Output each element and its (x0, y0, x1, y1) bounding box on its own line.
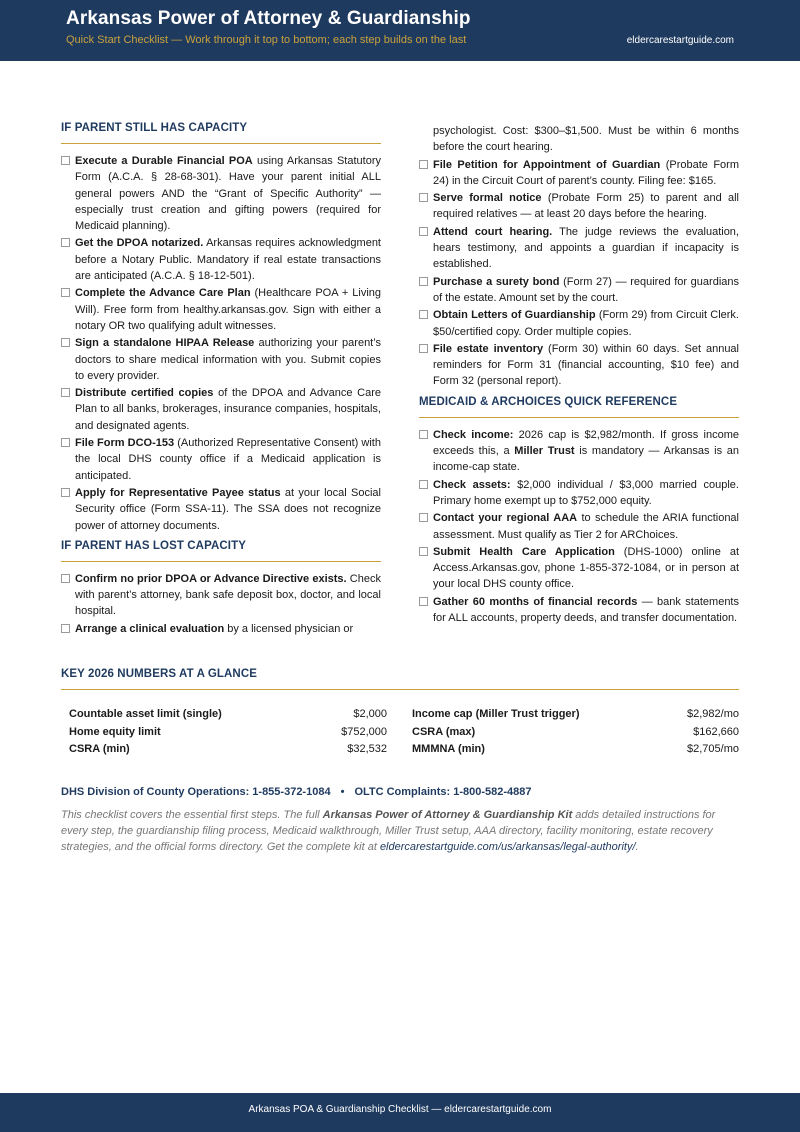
item-text: using Arkansas Statutory Form (A.C.A. § 28-68-301). Have your parent initial ALL general powers AND the “Grant of Specific Authority” — especially trust creation and gifting powers (required for Medicaid planning). (75, 155, 381, 233)
item-emphasis: Miller Trust (514, 445, 575, 458)
page-title: Arkansas Power of Attorney & Guardianship (66, 8, 471, 29)
checkbox-icon[interactable] (419, 193, 428, 202)
checklist-item (419, 224, 739, 273)
item-text: by a licensed physician or (224, 622, 354, 635)
item-text: at your local Social Security office (Form SSA-11). The SSA does not recognize power of attorney documents. (75, 486, 381, 532)
item-title: Distribute certified copies (75, 387, 214, 400)
item-title: Arrange a clinical evaluation (75, 622, 225, 635)
checklist-item (419, 510, 739, 543)
note-text: This checklist covers the essential first steps. The full (61, 809, 323, 821)
key-numbers-left (69, 706, 387, 759)
kit-name: Arkansas Power of Attorney & Guardianship Kit (322, 809, 573, 821)
checklist-item (419, 157, 739, 190)
checklist-item (419, 594, 739, 627)
checklist-item (61, 485, 381, 534)
item-text: (Form 29) from Circuit Clerk. $50/certified copy. Order multiple copies. (433, 309, 739, 338)
section-heading-medicaid: MEDICAID & ARCHOICES QUICK REFERENCE (419, 396, 739, 418)
checkbox-icon[interactable] (61, 438, 70, 447)
item-text: (Form 27) — required for guardians of the estate. Amount set by the court. (433, 275, 739, 304)
item-title: Obtain Letters of Guardianship (433, 309, 596, 322)
row-value: $32,532 (347, 743, 387, 755)
checklist-item (419, 341, 739, 390)
checkbox-icon[interactable] (419, 597, 428, 606)
checkbox-icon[interactable] (419, 277, 428, 286)
table-row (69, 741, 387, 759)
checkbox-icon[interactable] (419, 513, 428, 522)
table-row (412, 706, 739, 724)
checkbox-icon[interactable] (61, 156, 70, 165)
item-title: Execute a Durable Financial POA (75, 155, 253, 167)
checklist-item (61, 153, 381, 234)
footer-text: Arkansas POA & Guardianship Checklist — eldercarestartguide.com (248, 1104, 552, 1115)
row-label: CSRA (max) (412, 725, 476, 738)
checkbox-icon[interactable] (419, 310, 428, 319)
row-value: $2,000 (353, 708, 387, 720)
checklist-item (419, 190, 739, 223)
checklist-item (61, 285, 381, 334)
checklist-item (419, 274, 739, 307)
left-column (61, 122, 381, 638)
checklist-item (61, 235, 381, 284)
checkbox-icon[interactable] (61, 574, 70, 583)
kit-link[interactable]: eldercarestartguide.com/us/arkansas/legal-authority/ (379, 841, 636, 853)
item-text: (Probate Form 24) in the Circuit Court of parent’s county. Filing fee: $165. (433, 158, 739, 187)
item-text: (DHS-1000) online at Access.Arkansas.gov, phone 1-855-372-1084, or in person at your local DHS county office. (433, 545, 739, 591)
item-text: of the DPOA and Advance Care Plan to all banks, brokerages, insurance companies, hospitals, and designated agents. (75, 387, 381, 432)
item-text: (Form 30) within 60 days. Set annual reminders for Form 31 (financial accounting, $10 fee) and Form 32 (personal report). (433, 342, 739, 388)
row-value: $162,660 (693, 725, 739, 738)
section-heading-lost-capacity: IF PARENT HAS LOST CAPACITY (61, 540, 381, 562)
item-title: Sign a standalone HIPAA Release (75, 337, 255, 350)
checkbox-icon[interactable] (419, 227, 428, 236)
note-text: adds detailed instructions for every step, the guardianship filing process, Medicaid walkthrough, Miller Trust setup, AAA directory, facility monitoring, estate recovery strategies, and the official forms directory. Get the complete kit at (61, 809, 716, 853)
row-value: $2,705/mo (687, 743, 739, 755)
section-heading-capacity: IF PARENT STILL HAS CAPACITY (61, 122, 381, 144)
key-numbers-section (61, 668, 739, 759)
checklist-item (61, 621, 381, 637)
contact-line (61, 786, 532, 798)
item-text: authorizing your parent’s doctors to share medical information with you. Submit copies to every provider. (75, 337, 381, 382)
row-label: Home equity limit (69, 725, 161, 738)
item-text: to schedule the ARIA functional assessment. Must qualify as Tier 2 for ARChoices. (433, 512, 739, 541)
item-text: (Healthcare POA + Living Will). Free form from healthy.arkansas.gov. Sign with either a notary OR two qualifying adult witnesses. (75, 287, 382, 332)
item-title: Gather 60 months of financial records (433, 595, 638, 608)
right-column (419, 123, 739, 627)
row-label: CSRA (min) (69, 743, 130, 755)
item-continuation: psychologist. Cost: $300–$1,500. Must be within 6 months before the court hearing. (433, 125, 739, 154)
row-label: MMMNA (min) (412, 743, 485, 755)
closing-note (61, 807, 739, 855)
row-value: $752,000 (341, 725, 387, 738)
checklist-item (61, 435, 381, 484)
table-row (412, 724, 739, 742)
page-footer (0, 1093, 800, 1132)
checklist-item (61, 335, 381, 384)
dhs-phone[interactable]: DHS Division of County Operations: 1-855-372-1084 (61, 786, 331, 798)
item-text: — bank statements for ALL accounts, property deeds, and transfer documentation. (433, 595, 739, 625)
checkbox-icon[interactable] (419, 480, 428, 489)
item-text: (Probate Form 25) to parent and all required relatives — at least 20 days before the hearing. (433, 192, 739, 221)
checklist-item (419, 307, 739, 340)
header-site-link[interactable]: eldercarestartguide.com (626, 35, 734, 46)
checklist-item (419, 544, 739, 593)
checkbox-icon[interactable] (419, 160, 428, 169)
page-subtitle: Quick Start Checklist — Work through it top to bottom; each step builds on the last (66, 34, 467, 46)
checkbox-icon[interactable] (61, 624, 70, 633)
checkbox-icon[interactable] (61, 238, 70, 247)
table-row (69, 724, 387, 742)
item-title: Apply for Representative Payee status (75, 486, 281, 499)
row-label: Income cap (Miller Trust trigger) (412, 708, 580, 720)
item-title: Attend court hearing. (433, 225, 553, 238)
item-title: Serve formal notice (433, 192, 542, 205)
item-text: Check with parent’s attorney, bank safe deposit box, doctor, and local hospital. (75, 572, 381, 618)
page-header (0, 0, 800, 61)
section-heading-key-numbers: KEY 2026 NUMBERS AT A GLANCE (61, 668, 739, 690)
item-text: (Authorized Representative Consent) with the local DHS county office if a Medicaid application is anticipated. (75, 437, 381, 482)
item-title: Complete the Advance Care Plan (75, 287, 251, 300)
table-row (412, 741, 739, 759)
checkbox-icon[interactable] (61, 388, 70, 397)
item-title: File Petition for Appointment of Guardian (433, 158, 661, 171)
item-title: Get the DPOA notarized. (75, 237, 204, 250)
checklist-item (419, 477, 739, 510)
item-text: $2,000 individual / $3,000 married couple. Primary home exempt up to $752,000 equity. (433, 478, 739, 507)
key-numbers-right (412, 706, 739, 759)
item-title: Confirm no prior DPOA or Advance Directive exists. (75, 572, 347, 585)
item-text: Arkansas requires acknowledgment before a Notary Public. Mandatory if real estate transactions are anticipated (A.C.A. § 18-12-501). (75, 237, 381, 283)
item-title: Check assets: (433, 478, 511, 491)
checkbox-icon[interactable] (419, 547, 428, 556)
item-text: The judge reviews the evaluation, hears testimony, and appoints a guardian if incapacity is established. (433, 225, 739, 271)
item-title: File Form DCO-153 (75, 437, 175, 450)
separator-dot: • (340, 786, 345, 798)
checkbox-icon[interactable] (61, 338, 70, 347)
oltc-phone[interactable]: OLTC Complaints: 1-800-582-4887 (354, 786, 532, 798)
item-text: is mandatory — Arkansas is an income-cap state. (433, 445, 739, 474)
checkbox-icon[interactable] (419, 344, 428, 353)
checklist-item (61, 385, 381, 434)
checkbox-icon[interactable] (419, 430, 428, 439)
row-label: Countable asset limit (single) (69, 708, 222, 720)
item-title: Submit Health Care Application (433, 545, 615, 558)
table-row (69, 706, 387, 724)
checklist-item (61, 571, 381, 620)
note-text: . (635, 841, 639, 853)
item-title: Contact your regional AAA (433, 512, 578, 525)
key-numbers-table (61, 706, 739, 759)
item-title: File estate inventory (433, 342, 544, 355)
checkbox-icon[interactable] (61, 488, 70, 497)
checklist-item (419, 427, 739, 476)
row-value: $2,982/mo (687, 708, 739, 720)
item-title: Purchase a surety bond (433, 275, 560, 288)
checkbox-icon[interactable] (61, 288, 70, 297)
item-title: Check income: (433, 428, 514, 441)
item-text: 2026 cap is $2,982/month. If gross income exceeds this, a (433, 428, 739, 458)
